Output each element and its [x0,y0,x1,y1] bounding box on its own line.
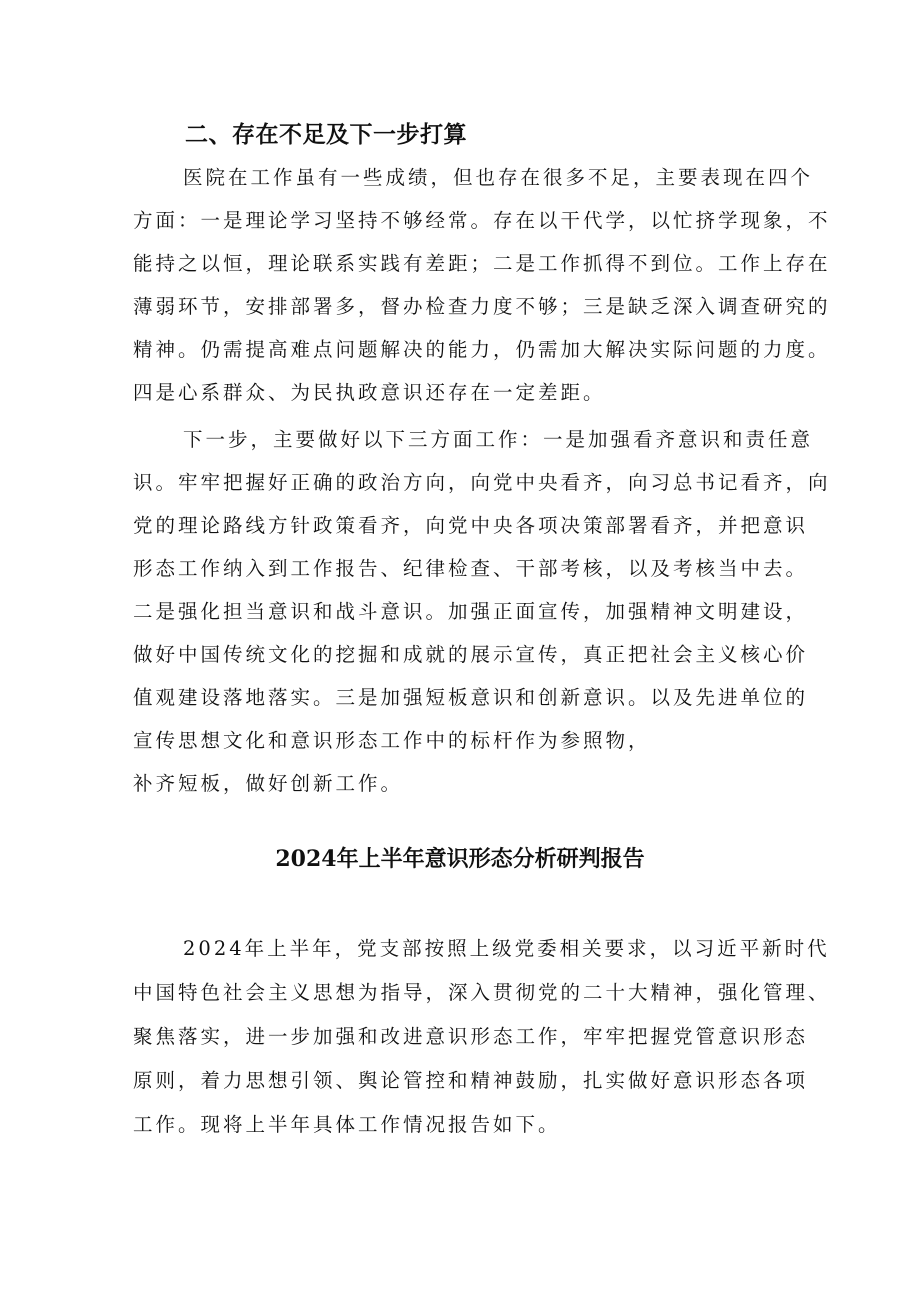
paragraph-line: 能持之以恒，理论联系实践有差距；二是工作抓得不到位。工作上存在 [133,252,831,275]
paragraph-line: 聚焦落实，进一步加强和改进意识形态工作，牢牢把握党管意识形态 [133,1025,809,1048]
paragraph-next-steps [133,418,831,805]
paragraph-line: 方面：一是理论学习坚持不够经常。存在以干代学，以忙挤学现象，不 [133,209,831,232]
paragraph-report-intro [133,927,831,1147]
paragraph-line: 识。牢牢把握好正确的政治方向，向党中央看齐，向习总书记看齐，向 [133,471,831,494]
paragraph-line: 精神。仍需提高难点问题解决的能力，仍需加大解决实际问题的力度。 [133,338,831,361]
paragraph-line: 党的理论路线方针政策看齐，向党中央各项决策部署看齐，并把意识 [133,514,809,537]
paragraph-line: 中国特色社会主义思想为指导，深入贯彻党的二十大精神，强化管理、 [133,981,831,1004]
report-title: 2024年上半年意识形态分析研判报告 [275,846,645,872]
paragraph-line: 下一步，主要做好以下三方面工作：一是加强看齐意识和责任意 [183,428,814,451]
paragraph-line: 工作。现将上半年具体工作情况报告如下。 [133,1113,561,1136]
paragraph-line: 形态工作纳入到工作报告、纪律检查、干部考核，以及考核当中去。 [133,557,809,580]
paragraph-line: 二是强化担当意识和战斗意识。加强正面宣传，加强精神文明建设， [133,600,809,623]
paragraph-line: 医院在工作虽有一些成绩，但也存在很多不足，主要表现在四个 [183,166,814,189]
paragraph-line: 补齐短板，做好创新工作。 [133,772,404,795]
paragraph-line: 值观建设落地落实。三是加强短板意识和创新意识。以及先进单位的 [133,686,809,709]
paragraph-line: 薄弱环节，安排部署多，督办检查力度不够；三是缺乏深入调查研究的 [133,295,831,318]
paragraph-line: 四是心系群众、为民执政意识还存在一定差距。 [133,381,606,404]
paragraph-line: 2024年上半年，党支部按照上级党委相关要求，以习近平新时代 [183,937,830,960]
paragraph-shortcomings [133,156,831,414]
section-heading: 二、存在不足及下一步打算 [185,122,467,148]
paragraph-line: 宣传思想文化和意识形态工作中的标杆作为参照物， [133,729,651,752]
paragraph-line: 做好中国传统文化的挖掘和成就的展示宣传，真正把社会主义核心价 [133,643,809,666]
paragraph-line: 原则，着力思想引领、舆论管控和精神鼓励，扎实做好意识形态各项 [133,1069,809,1092]
